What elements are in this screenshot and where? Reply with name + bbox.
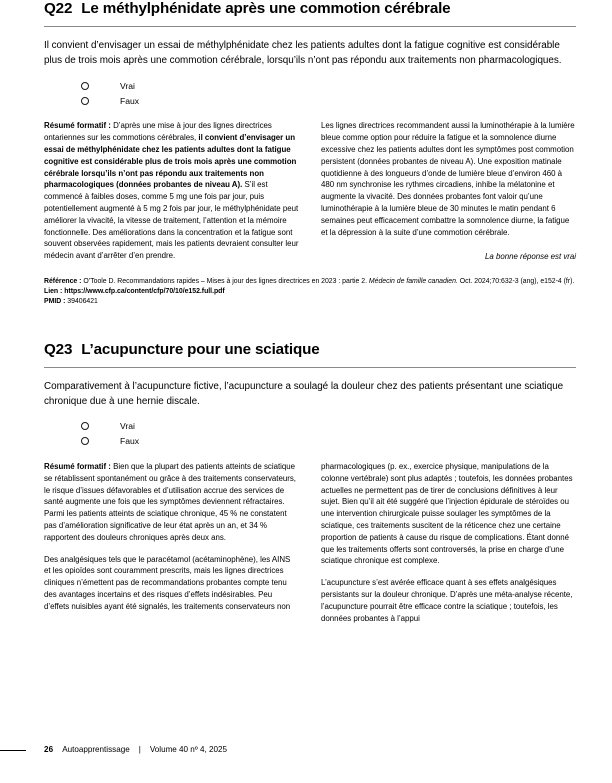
heading-divider-q22 (44, 26, 576, 27)
question-title-q22: Le méthylphénidate après une commotion cérébrale (81, 0, 451, 17)
reference-citation-tail: Oct. 2024;70:632-3 (ang), e152-4 (fr). (457, 278, 575, 286)
option-row-vrai-q23[interactable] (81, 420, 576, 433)
pmid-value: 39406421 (65, 297, 98, 305)
summary-paragraph: pharmacologiques (p. ex., exercice physique, manipulations de la colonne vertébrale) sont plus adaptés ; toutefois, les données probantes actuelles ne permettent pas de tirer de conclusions définitives à leur sujet. Bien qu’il ait été suggéré que l’injection épidurale de stéroïdes ou une intervention chirurgicale puisse soulager les symptômes de la sciatique, ces traitements suscitent de la réticence chez une certaine proportion de patients à cause du risque de complications. Étant donné que les traitements offerts sont controversés, la prise en charge d’une sciatique chronique est complexe. (321, 461, 573, 566)
correct-answer-line-q22: La bonne réponse est vrai (485, 252, 576, 262)
link-url[interactable]: https://www.cfp.ca/content/cfp/70/10/e152.full.pdf (62, 288, 225, 296)
footer-section-name: Autoapprentissage (62, 745, 130, 754)
summary-paragraph (44, 120, 299, 262)
option-label-vrai: Vrai (120, 421, 135, 432)
summary-lead-text: D’après une mise à jour des lignes directrices ontariennes sur les commotions cérébrales, (44, 121, 272, 143)
summary-paragraph: L’acupuncture s’est avérée efficace quant à ses effets analgésiques persistants sur la douleur chronique. D’après une méta-analyse récente, l’acupuncture pourrait être efficace contre la sciatique ; toutefois, les données probantes à l’appui (321, 578, 573, 623)
summary-paragraph: Des analgésiques tels que le paracétamol (acétaminophène), les AINS et les opioïdes sont couramment prescrits, mais les lignes directrices cliniques n’émettent pas de recommandations probantes compte tenu des avantages incertains et des risques d’effets indésirables. Peu d’effets nuisibles ayant été signalés, les traitements conservateurs non (44, 554, 291, 611)
question-block-q22 (44, 0, 576, 307)
radio-icon[interactable] (81, 97, 89, 105)
summary-right-column-q23 (321, 461, 576, 625)
question-heading-q23 (44, 341, 576, 359)
page-content (44, 0, 576, 625)
summary-tail-text: S’il est commencé à faibles doses, comme 5 mg une fois par jour, puis potentiellement augmenté à 5 mg 2 fois par jour, le méthylphénidate peut améliorer la vivacité, la vitesse de traitement, l’attention et la mémoire fonctionnelle. Des améliorations dans la concentration et la fatigue sont souvent observées rapidement, mais les patients devraient consulter leur médecin avant d’arrêter d’en prendre. (44, 180, 299, 261)
reference-journal: Médecin de famille canadien. (368, 278, 458, 286)
heading-divider-q23 (44, 367, 576, 368)
summary-left-column-q23 (44, 461, 299, 613)
option-label-faux: Faux (120, 95, 140, 106)
page-footer (0, 743, 612, 757)
reference-link-line (44, 287, 576, 297)
question-stem-q23: Comparativement à l’acupuncture fictive, l’acupuncture a soulagé la douleur chez des patients présentant une sciatique chronique due à une hernie discale. (44, 380, 564, 407)
reference-text: O’Toole D. Recommandations rapides – Mises à jour des lignes directrices en 2023 : partie 2. (81, 278, 369, 286)
option-row-faux-q22[interactable] (81, 94, 576, 107)
answer-options-q23 (44, 420, 576, 448)
footer-text (44, 743, 227, 757)
footer-rule (0, 750, 26, 751)
pmid-label: PMID : (44, 297, 66, 305)
question-heading-q22 (44, 0, 576, 18)
footer-separator: | (138, 745, 141, 754)
reference-block-q22 (44, 277, 576, 306)
footer-page-number: 26 (44, 745, 54, 754)
option-label-vrai: Vrai (120, 80, 135, 91)
option-row-vrai-q22[interactable] (81, 79, 576, 92)
summary-left-column-q22 (44, 120, 299, 262)
radio-icon[interactable] (81, 437, 89, 445)
summary-q22 (44, 120, 576, 263)
summary-bold-segment: il convient d’envisager un essai de méthylphénidate chez les patients adultes dont la fatigue cognitive est considérable plus de trois mois après une commotion cérébrale lorsqu’ils n’ont pas répondu aux traitements non pharmacologiques (données probantes de niveau A). (44, 133, 297, 190)
summary-paragraph (44, 461, 299, 544)
question-stem-q22: Il convient d’envisager un essai de méthylphénidate chez les patients adultes dont la fatigue cognitive est considérable plus de trois mois après une commotion cérébrale, lorsqu’ils n’ont pas répondu aux traitements non pharmacologiques. (44, 40, 562, 67)
summary-label: Résumé formatif : (44, 121, 111, 131)
question-block-q23 (44, 341, 576, 625)
summary-right-column-q22 (321, 120, 576, 263)
reference-citation (44, 277, 576, 287)
question-title-q23: L’acupuncture pour une sciatique (81, 340, 320, 358)
question-number-q23: Q23 (44, 340, 73, 358)
answer-options-q22 (44, 79, 576, 107)
link-label: Lien : (44, 288, 63, 296)
option-row-faux-q23[interactable] (81, 435, 576, 448)
option-label-faux: Faux (120, 436, 140, 447)
reference-label: Référence : (44, 278, 82, 286)
summary-paragraph: Les lignes directrices recommandent aussi la luminothérapie à la lumière bleue comme option pour réduire la fatigue et la somnolence diurne excessive chez les patients adultes dont les symptômes post commotion persistent (données probantes de niveau A). Une exposition matinale quotidienne à des longueurs d’onde de lumière bleue d’environ 460 à 480 nm synchronise les rythmes circadiens, inhibe la mélatonine et augmente la vivacité. Des données probantes font valoir qu’une luminothérapie à la lumière bleue de 30 minutes le matin pendant 6 semaines peut efficacement combattre la somnolence diurne, la fatigue et la dépression à la suite d’une commotion cérébrale. (321, 121, 575, 237)
summary-q23 (44, 461, 576, 625)
section-gap (44, 307, 576, 341)
summary-text: Bien que la plupart des patients atteints de sciatique se rétablissent spontanément ou grâce à des traitements conservateurs, le risque d’issues défavorables et d’utilisation accrue des services de santé augmente une fois que les symptômes deviennent réfractaires. Parmi les patients atteints de sciatique chronique, 45 % ne constatent pas d’amélioration significative de leur état après un an, et 34 % rapportent des douleurs chroniques après deux ans. (44, 461, 296, 542)
summary-label: Résumé formatif : (44, 461, 111, 471)
question-number-q22: Q22 (44, 0, 73, 17)
radio-icon[interactable] (81, 82, 89, 90)
footer-volume: Volume 40 nº 4, 2025 (149, 745, 228, 754)
reference-pmid-line (44, 297, 576, 307)
radio-icon[interactable] (81, 422, 89, 430)
